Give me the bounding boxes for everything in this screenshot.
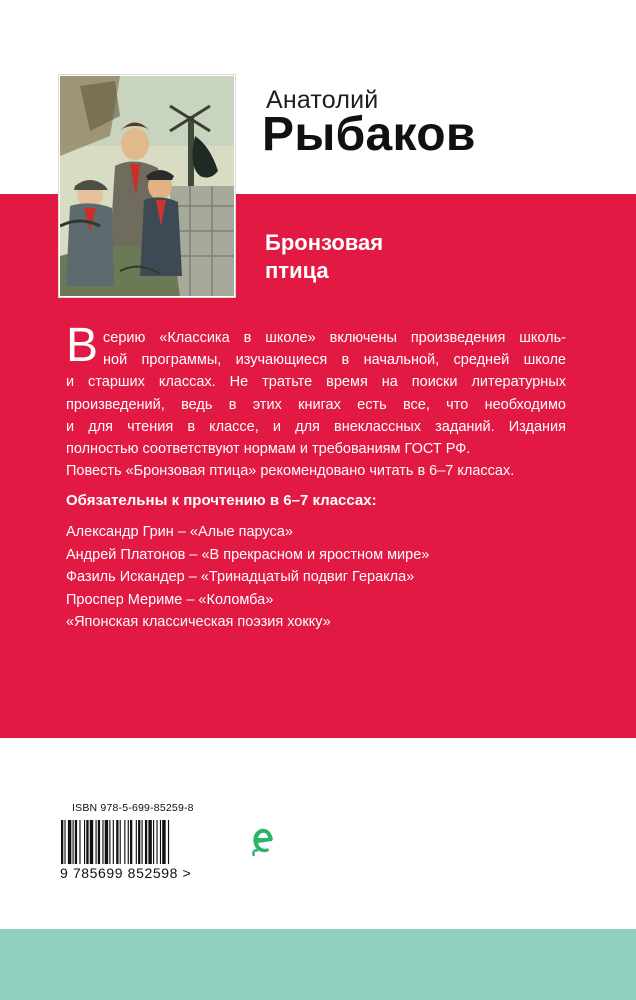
reading-list-item: Проспер Мериме – «Коломба»	[66, 591, 274, 608]
reading-list-item: Александр Грин – «Алые паруса»	[66, 524, 293, 540]
barcode-bar	[68, 820, 71, 864]
barcode-bar	[64, 820, 65, 864]
book-title-line-1: Бронзовая	[265, 230, 384, 255]
barcode-bar	[109, 820, 110, 864]
barcode-bar	[128, 820, 129, 864]
eksmo-e-logo-icon	[248, 822, 278, 862]
description-dropcap: В	[66, 319, 99, 372]
description-text	[66, 327, 566, 482]
reading-list-heading: Обязательны к прочтению в 6–7 классах:	[66, 492, 377, 509]
barcode-bar	[138, 820, 140, 864]
barcode-bar	[160, 820, 161, 864]
barcode-bar	[124, 820, 125, 864]
barcode-bar	[148, 820, 151, 864]
barcode-bar	[162, 820, 165, 864]
description-line: и для чтения в классе, и для внеклассных заданий. Издания	[66, 418, 566, 435]
reading-list-item: Андрей Платонов – «В прекрасном и яростном мире»	[66, 546, 430, 563]
isbn-text: ISBN 978-5-699-85259-8	[72, 802, 194, 814]
barcode-bar	[73, 820, 74, 864]
author-first-name: Анатолий	[266, 86, 379, 114]
book-title-line-2: птица	[265, 258, 329, 283]
description-line: Повесть «Бронзовая птица» рекомендовано читать в 6–7 классах.	[66, 463, 515, 480]
description-line: произведений, ведь в этих книгах есть все, что необходимо	[66, 396, 566, 413]
barcode-bar	[145, 820, 147, 864]
barcode-bar	[105, 820, 108, 864]
barcode-bar	[90, 820, 93, 864]
description-line: серию «Классика в школе» включены произведения школь-	[103, 330, 566, 346]
barcode-bar	[156, 820, 157, 864]
barcode-bar	[120, 820, 121, 864]
barcode-digits: 9 785699 852598 >	[60, 865, 192, 881]
description-line: полностью соответствуют нормам и требованиям ГОСТ РФ.	[66, 440, 471, 457]
author-last-name: Рыбаков	[262, 108, 476, 161]
barcode-bar	[153, 820, 154, 864]
barcode-bar	[136, 820, 137, 864]
barcode-bar	[168, 820, 169, 864]
reading-list-item: Фазиль Искандер – «Тринадцатый подвиг Геракла»	[66, 569, 415, 586]
reading-list-item: «Японская классическая поэзия хокку»	[66, 614, 331, 631]
barcode-bar	[86, 820, 88, 864]
barcode-bar	[130, 820, 132, 864]
barcode-bar	[79, 820, 80, 864]
description-line: ной программы, изучающиеся в начальной, средней школе	[103, 352, 566, 369]
barcode-bar	[84, 820, 85, 864]
description-line: и старших классах. Не тратьте время на поиски литературных	[66, 374, 566, 391]
barcode-bar	[61, 820, 63, 864]
barcode-bar	[102, 820, 103, 864]
cover-illustration	[59, 75, 235, 297]
teal-band	[0, 929, 636, 1000]
barcode-bar	[113, 820, 114, 864]
reading-list	[66, 521, 429, 634]
barcode-bar	[142, 820, 143, 864]
barcode-bar	[98, 820, 100, 864]
barcode-bar	[75, 820, 77, 864]
barcode-bar	[96, 820, 97, 864]
barcode-bar	[116, 820, 118, 864]
